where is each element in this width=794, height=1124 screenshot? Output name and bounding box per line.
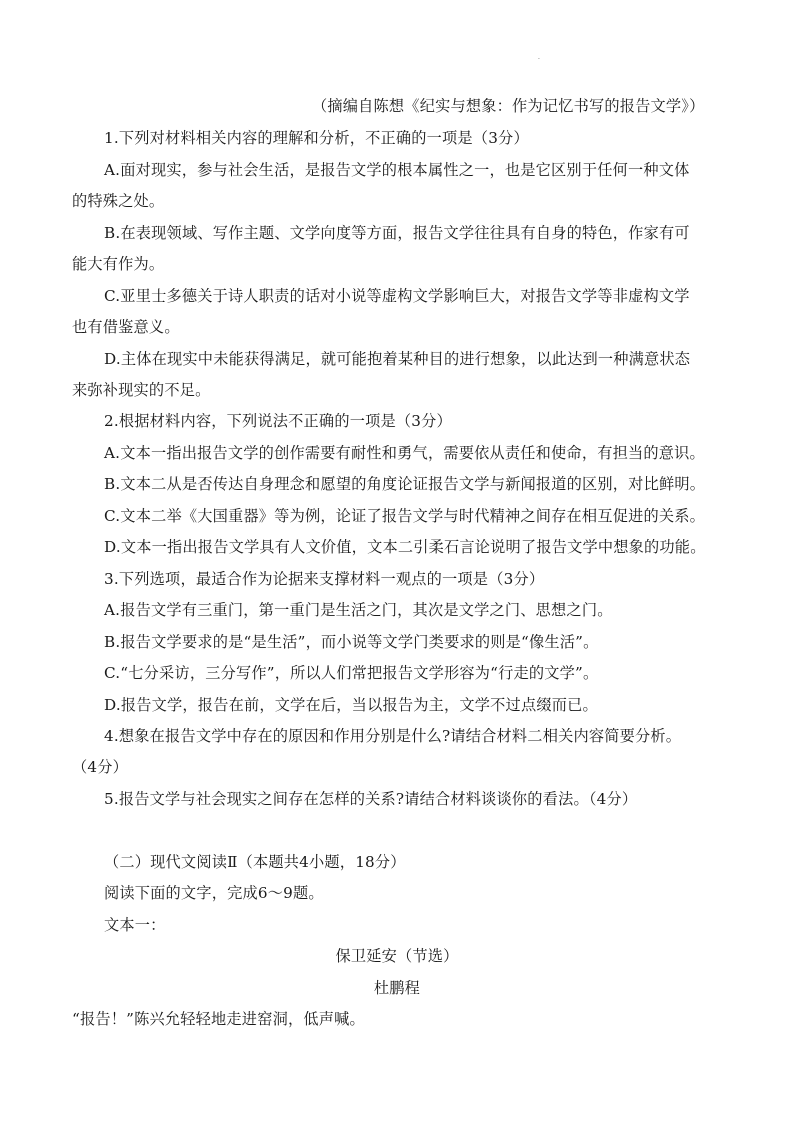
- q1-option-c-line2: 也有借鉴意义。: [72, 318, 180, 336]
- q3-option-d: D.报告文学，报告在前，文学在后，当以报告为主，文学不过点缀而已。: [104, 696, 598, 714]
- q3-option-b: B.报告文学要求的是“是生活”，而小说等文学门类要求的则是“像生活”。: [104, 633, 599, 651]
- q2-option-c: C.文本二举《大国重器》等为例，论证了报告文学与时代精神之间存在相互促进的关系。: [104, 507, 706, 525]
- q3-option-c: C.“七分采访，三分写作”，所以人们常把报告文学形容为“行走的文学”。: [104, 664, 599, 682]
- question-5: 5.报告文学与社会现实之间存在怎样的关系?请结合材料谈谈你的看法。（4分）: [104, 790, 638, 808]
- question-3-stem: 3.下列选项，最适合作为论据来支撑材料一观点的一项是（3分）: [104, 570, 545, 588]
- q2-option-b: B.文本二从是否传达自身理念和愿望的角度论证报告文学与新闻报道的区别，对比鲜明。: [104, 475, 706, 493]
- q1-option-a-line1: A.面对现实，参与社会生活，是报告文学的根本属性之一，也是它区别于任何一种文体: [104, 161, 690, 179]
- section-heading: （二）现代文阅读Ⅱ（本题共4小题，18分）: [104, 853, 406, 871]
- q3-option-a: A.报告文学有三重门，第一重门是生活之门，其次是文学之门、思想之门。: [104, 601, 613, 619]
- section-instruction: 阅读下面的文字，完成6～9题。: [104, 884, 324, 902]
- question-1-stem: 1.下列对材料相关内容的理解和分析，不正确的一项是（3分）: [104, 129, 529, 147]
- passage-author: 杜鹏程: [373, 979, 421, 997]
- question-4-line2: （4分）: [72, 758, 129, 776]
- q2-option-a: A.文本一指出报告文学的创作需要有耐性和勇气，需要依从责任和使命，有担当的意识。: [104, 444, 705, 462]
- q1-option-b-line1: B.在表现领域、写作主题、文学向度等方面，报告文学往往具有自身的特色，作家有可: [104, 224, 690, 242]
- q2-option-d: D.文本一指出报告文学具有人文价值，文本二引柔石言论说明了报告文学中想象的功能。: [104, 538, 706, 556]
- q1-option-a-line2: 的特殊之处。: [72, 192, 165, 210]
- q1-option-d-line1: D.主体在现实中未能获得满足，就可能抱着某种目的进行想象，以此达到一种满意状态: [104, 350, 691, 368]
- source-citation: （摘编自陈想《纪实与想象：作为记忆书写的报告文学》）: [312, 97, 705, 115]
- scan-dot: ·: [538, 56, 540, 63]
- passage-first-line: “报告！”陈兴允轻轻地走进窑洞，低声喊。: [72, 1010, 365, 1028]
- passage-title: 保卫延安（节选）: [335, 947, 459, 965]
- q1-option-d-line2: 来弥补现实的不足。: [72, 381, 211, 399]
- question-2-stem: 2.根据材料内容，下列说法不正确的一项是（3分）: [104, 412, 452, 430]
- q1-option-c-line1: C.亚里士多德关于诗人职责的话对小说等虚构文学影响巨大，对报告文学等非虚构文学: [104, 287, 690, 305]
- text-label: 文本一：: [104, 916, 166, 934]
- question-4-line1: 4.想象在报告文学中存在的原因和作用分别是什么?请结合材料二相关内容简要分析。: [104, 727, 682, 745]
- q1-option-b-line2: 能大有作为。: [72, 255, 165, 273]
